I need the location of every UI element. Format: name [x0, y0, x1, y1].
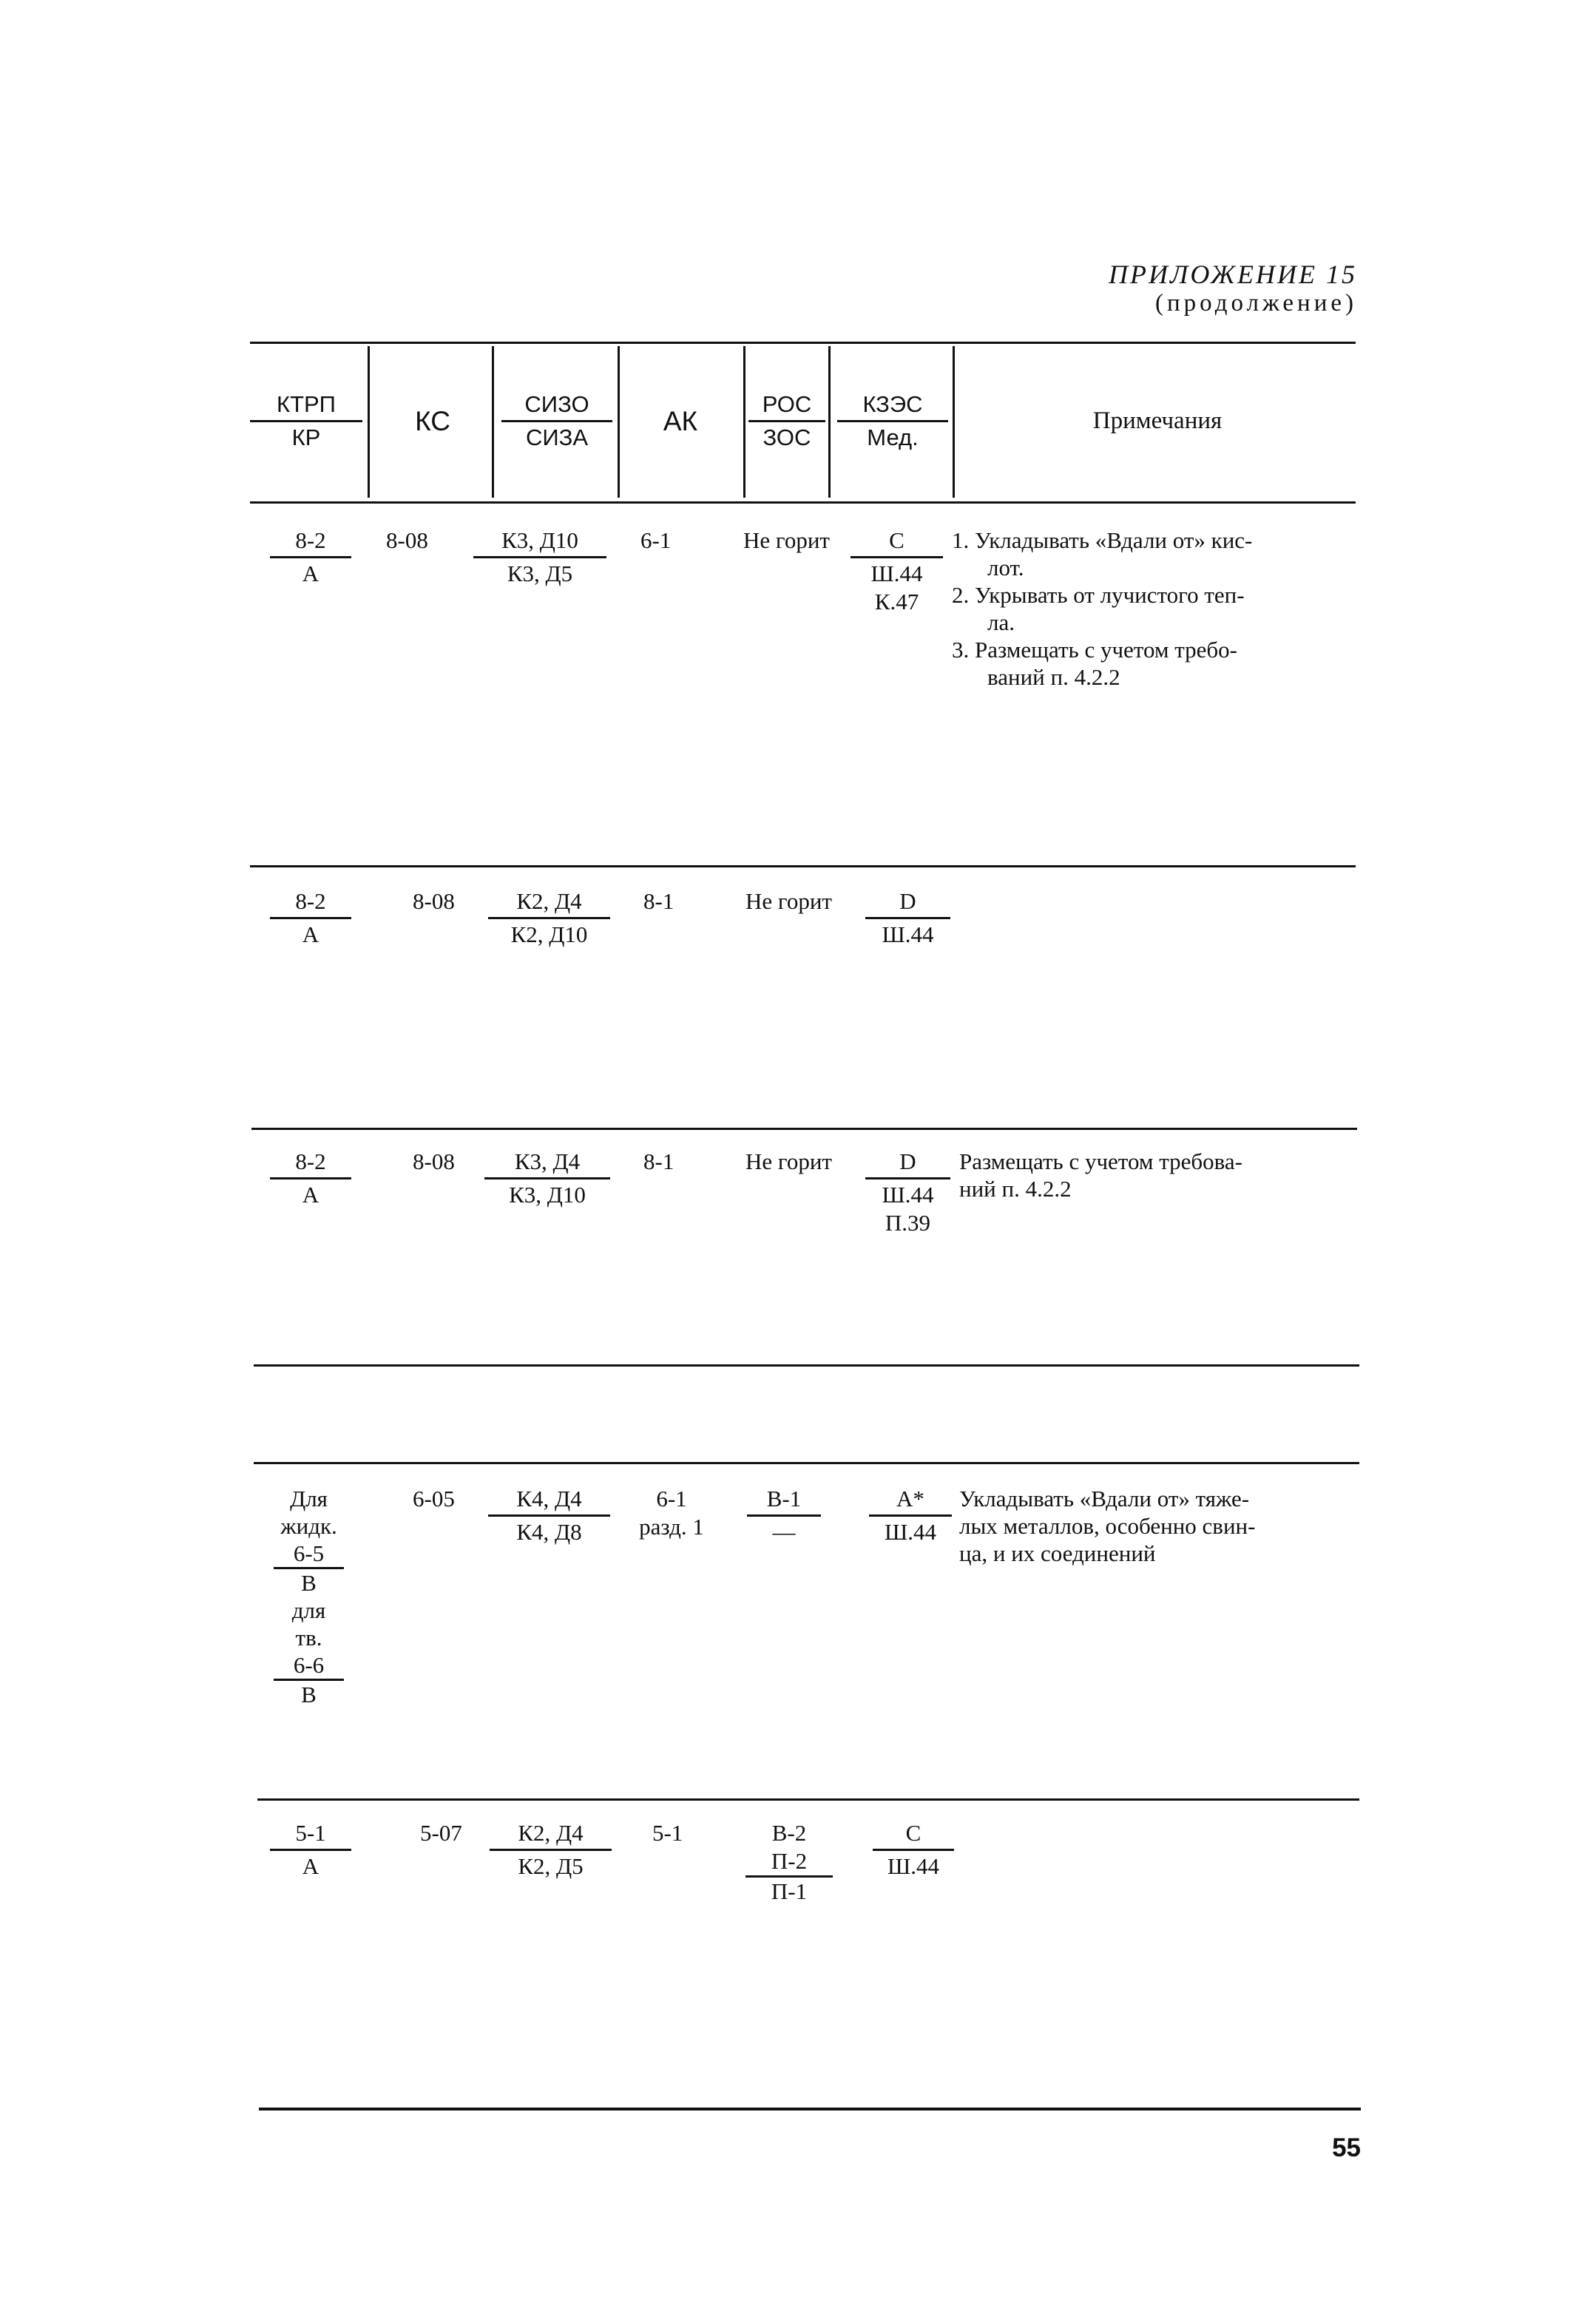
row1-ktrp-kr [270, 527, 351, 588]
row2-ros: Не горит [745, 888, 832, 914]
row1-note-line: лот. [987, 555, 1024, 580]
row5-siza: К2, Д5 [518, 1853, 584, 1879]
row1-note-line: 1. Укладывать «Вдали от» кис- [952, 527, 1253, 553]
row4-kzes-med [869, 1485, 952, 1546]
column-divider [492, 346, 494, 498]
row5-ros-line: В-2 [771, 1820, 807, 1846]
row4-ktrp-line: Для [290, 1486, 328, 1512]
row2-ak: 8-1 [643, 888, 674, 914]
row4-ktrp-line: 6-6 [274, 1651, 344, 1681]
row4-ktrp [259, 1485, 359, 1708]
row2-ktrp-kr [270, 887, 351, 949]
row1-sizo: К3, Д10 [473, 527, 606, 558]
row4-note-line: Укладывать «Вдали от» тяже- [959, 1486, 1250, 1512]
row-separator [251, 1128, 1357, 1130]
row5-ks: 5-07 [420, 1820, 462, 1846]
appendix-title: ПРИЛОЖЕНИЕ 15 [1109, 260, 1357, 289]
row3-kr: А [302, 1182, 319, 1208]
column-divider [953, 346, 955, 498]
row5-ak: 5-1 [652, 1820, 683, 1846]
row5-sizo: К2, Д4 [490, 1819, 612, 1851]
row3-kzes-med [865, 1148, 950, 1237]
row1-note-line: ваний п. 4.2.2 [987, 664, 1120, 690]
row3-ak: 8-1 [643, 1148, 674, 1174]
row2-kzes: D [865, 887, 950, 919]
row5-kzes-med [873, 1819, 954, 1881]
header-med: Мед. [867, 424, 919, 450]
header-ktrp: КТРП [250, 390, 362, 422]
row1-ktrp: 8-2 [270, 527, 351, 558]
row1-kr: А [302, 561, 319, 586]
header-kzes: КЗЭС [837, 390, 948, 422]
row4-siza: К4, Д8 [516, 1519, 582, 1545]
row3-sizo: К3, Д4 [484, 1148, 610, 1179]
header-sizo: СИЗО [501, 390, 612, 422]
row2-kzes-med [865, 887, 950, 949]
row1-med-1: Ш.44 [870, 561, 923, 586]
row3-ktrp-kr [270, 1148, 351, 1209]
row5-sizo-siza [490, 1819, 612, 1881]
row3-siza: К3, Д10 [509, 1182, 586, 1208]
header-zos: ЗОС [763, 424, 811, 450]
row4-ktrp-line: жидк. [280, 1513, 337, 1539]
row3-ks: 8-08 [413, 1148, 455, 1174]
row5-ros-line: П-1 [771, 1878, 808, 1904]
row3-notes [959, 1148, 1362, 1202]
header-ros-zos [748, 390, 825, 452]
row1-notes [952, 527, 1359, 691]
row1-note-line: 2. Укрывать от лучистого теп- [952, 582, 1245, 608]
row4-note-line: лых металлов, особенно свин- [959, 1513, 1256, 1539]
row2-siza: К2, Д10 [510, 921, 588, 947]
row2-sizo: К2, Д4 [488, 887, 610, 919]
row2-med-1: Ш.44 [882, 921, 934, 947]
row3-note-line: ний п. 4.2.2 [959, 1176, 1072, 1202]
row4-ktrp-line: В [301, 1682, 317, 1707]
row1-ros: Не горит [743, 527, 830, 553]
column-divider [828, 346, 831, 498]
row3-ros: Не горит [745, 1148, 832, 1174]
column-divider [743, 346, 745, 498]
row4-ros-zos [747, 1485, 821, 1546]
row1-sizo-siza [473, 527, 606, 588]
row4-ktrp-line: тв. [295, 1625, 322, 1651]
row4-ak-line: разд. 1 [639, 1514, 704, 1540]
row3-sizo-siza [484, 1148, 610, 1209]
row3-med-1: Ш.44 [882, 1182, 934, 1208]
row-separator [254, 1364, 1359, 1367]
row3-kzes: D [865, 1148, 950, 1179]
header-siza: СИЗА [525, 424, 589, 450]
row4-ks: 6-05 [413, 1486, 455, 1512]
row5-ktrp: 5-1 [270, 1819, 351, 1851]
header-ktrp-kr [250, 390, 362, 452]
header-kr: КР [291, 424, 321, 450]
row4-ktrp-line: В [301, 1570, 317, 1596]
row4-zos: — [772, 1519, 796, 1545]
row4-note-line: ца, и их соединений [959, 1540, 1156, 1566]
header-ks: КС [415, 406, 450, 436]
row1-note-line: ла. [987, 609, 1015, 635]
row4-ktrp-line: для [291, 1597, 326, 1623]
header-bottom-rule [250, 501, 1356, 504]
column-divider [368, 346, 370, 498]
header-sizo-siza [501, 390, 612, 452]
header-ros: РОС [748, 390, 825, 422]
row2-sizo-siza [488, 887, 610, 949]
page-number: 55 [1332, 2133, 1361, 2162]
row4-notes [959, 1485, 1362, 1567]
header-ak: АК [663, 406, 698, 436]
row4-ros: В-1 [747, 1485, 821, 1517]
row1-siza: К3, Д5 [507, 561, 573, 586]
row1-ks: 8-08 [386, 527, 428, 553]
row5-kzes: С [873, 1819, 954, 1851]
header-top-rule [250, 342, 1356, 344]
row5-ros [741, 1819, 837, 1906]
row5-ros-line: П-2 [745, 1847, 833, 1878]
row3-note-line: Размещать с учетом требова- [959, 1148, 1242, 1174]
row1-ak: 6-1 [640, 527, 672, 553]
row4-kzes: А* [869, 1485, 952, 1517]
appendix-subtitle: (продолжение) [1155, 290, 1357, 317]
row3-ktrp: 8-2 [270, 1148, 351, 1179]
row4-ak [620, 1485, 723, 1541]
row4-sizo-siza [488, 1485, 610, 1546]
row2-ks: 8-08 [413, 888, 455, 914]
row-separator [254, 1462, 1359, 1464]
row3-med-2: П.39 [885, 1210, 931, 1236]
row5-ktrp-kr [270, 1819, 351, 1881]
row5-med-1: Ш.44 [887, 1853, 940, 1879]
row-separator [257, 1798, 1359, 1801]
row2-kr: А [302, 921, 319, 947]
row4-ak-line: 6-1 [656, 1486, 687, 1512]
row1-kzes: С [851, 527, 943, 558]
row5-kr: А [302, 1853, 319, 1879]
column-divider [618, 346, 620, 498]
row4-med-1: Ш.44 [884, 1519, 937, 1545]
header-notes: Примечания [1092, 407, 1223, 434]
header-kzes-med [837, 390, 948, 452]
row1-kzes-med [851, 527, 943, 616]
row1-note-line: 3. Размещать с учетом требо- [952, 637, 1238, 663]
row2-ktrp: 8-2 [270, 887, 351, 919]
row-separator [250, 865, 1356, 867]
bottom-rule [259, 2108, 1361, 2111]
row4-sizo: К4, Д4 [488, 1485, 610, 1517]
row1-med-2: К.47 [874, 589, 919, 615]
row4-ktrp-line: 6-5 [274, 1540, 344, 1569]
